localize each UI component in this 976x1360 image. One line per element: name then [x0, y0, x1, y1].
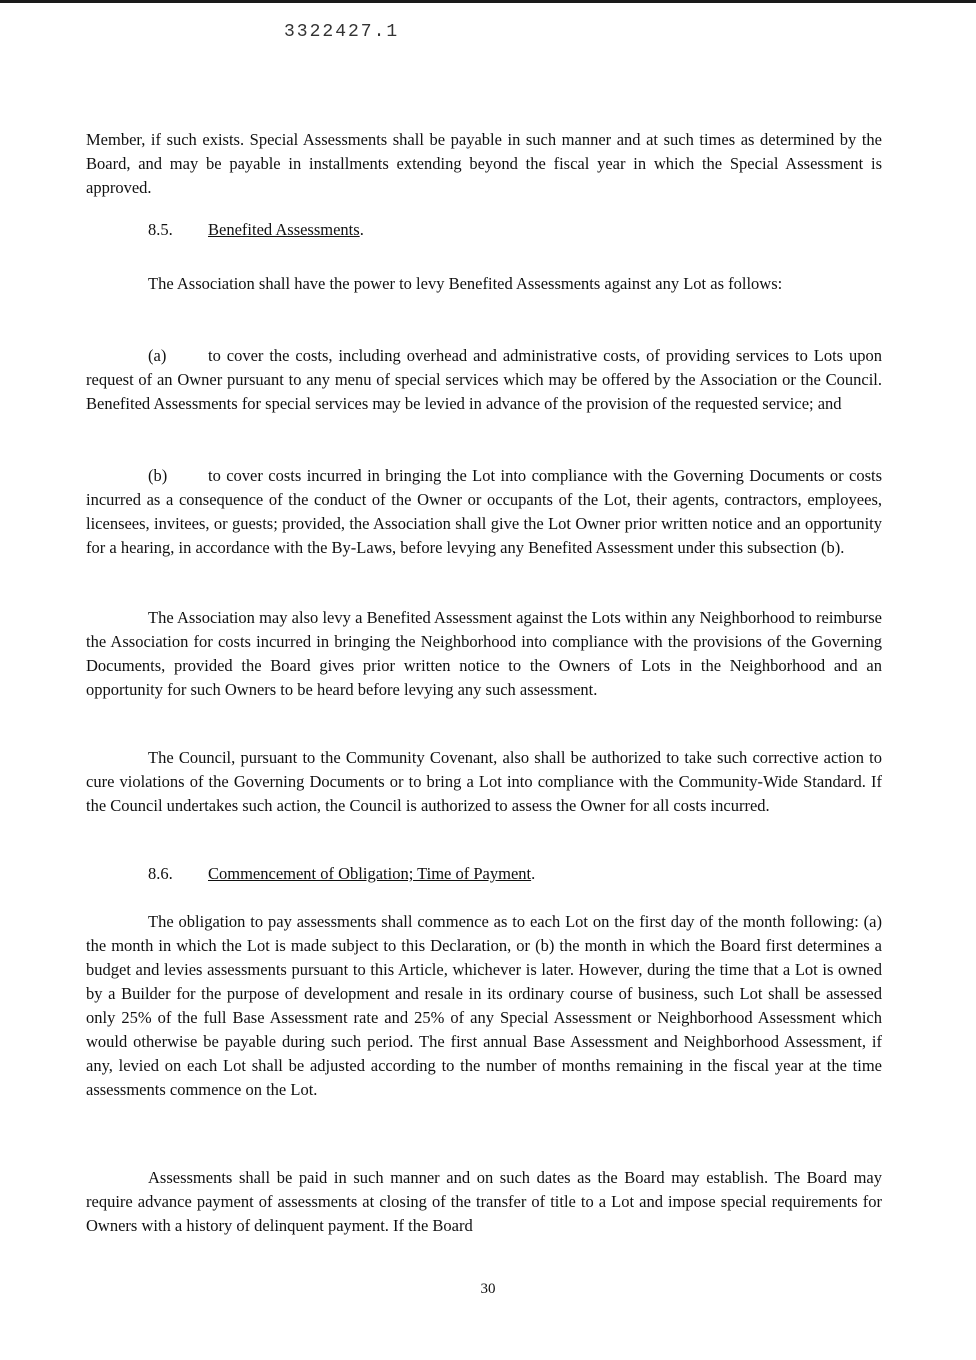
section-title: Commencement of Obligation; Time of Payment: [208, 864, 532, 883]
paragraph-text: The obligation to pay assessments shall commence as to each Lot on the first day of the month following: (a) the month in which the Lot is made subject to this Declaration, or (b) the month in which the Board first determines a budget and levies assessments pursuant to this Article, whichever is later. However, during the time that a Lot is owned by a Builder for the purpose of development and resale in its ordinary course of business, such Lot shall be assessed only 25% of the full Base Assessment rate and 25% of any Special Assessment or Neighborhood Assessment which would otherwise be payable during such period. The first annual Base Assessment and Neighborhood Assessment, if any, levied on each Lot shall be adjusted according to the number of months remaining in the fiscal year at the time assessments commence on the Lot.: [86, 912, 882, 1099]
benefited-intro-paragraph: [86, 272, 882, 296]
section-number: 8.6.: [148, 864, 173, 883]
section-heading-8-6: 8.6. Commencement of Obligation; Time of Payment.: [148, 862, 848, 886]
section-title: Benefited Assessments: [208, 220, 360, 239]
subsection-a: [86, 344, 882, 416]
neighborhood-assessment-paragraph: [86, 606, 882, 702]
section-number: 8.5.: [148, 220, 173, 239]
paragraph-text: The Association may also levy a Benefited Assessment against the Lots within any Neighborhood to reimburse the Association for costs incurred in bringing the Neighborhood into compliance with the provisions of the Governing Documents, provided the Board gives prior written notice to the Owners of Lots in the Neighborhood and an opportunity for such Owners to be heard before levying any such assessment.: [86, 608, 882, 699]
subsection-b: [86, 464, 882, 560]
subsection-text: to cover costs incurred in bringing the Lot into compliance with the Governing Documents or costs incurred as a consequence of the conduct of the Owner or occupants of the Lot, their agents, contractors, employees, licensees, invitees, or guests; provided, the Association shall give the Lot Owner prior written notice and an opportunity for a hearing, in accordance with the By-Laws, before levying any Benefited Assessment under this subsection (b).: [86, 466, 882, 557]
paragraph-text: The Association shall have the power to levy Benefited Assessments against any Lot as follows:: [148, 274, 783, 293]
subsection-label: (a): [148, 346, 167, 365]
scan-top-edge: [0, 0, 976, 3]
payment-paragraph: [86, 1166, 882, 1238]
paragraph-text: Member, if such exists. Special Assessments shall be payable in such manner and at such times as determined by the Board, and may be payable in installments extending beyond the fiscal year in which the Special Assessment is approved.: [86, 130, 882, 197]
council-paragraph: [86, 746, 882, 818]
page-number: 30: [480, 1281, 496, 1297]
obligation-paragraph: [86, 910, 882, 1102]
section-heading-8-5: 8.5. Benefited Assessments.: [148, 218, 848, 242]
paragraph-text: Assessments shall be paid in such manner and on such dates as the Board may establish. The Board may require advance payment of assessments at closing of the transfer of title to a Lot and impose special requirements for Owners with a history of delinquent payment. If the Board: [86, 1168, 882, 1235]
paragraph-text: The Council, pursuant to the Community Covenant, also shall be authorized to take such corrective action to cure violations of the Governing Documents or to bring a Lot into compliance with the Community-Wide Standard. If the Council undertakes such action, the Council is authorized to assess the Owner for all costs incurred.: [86, 748, 882, 815]
subsection-label: (b): [148, 466, 168, 485]
subsection-text: to cover the costs, including overhead and administrative costs, of providing services to Lots upon request of an Owner pursuant to any menu of special services which may be offered by the Association or the Council. Benefited Assessments for special services may be levied in advance of the provision of the requested service; and: [86, 346, 882, 413]
document-id-stamp: 3322427.1: [284, 22, 400, 42]
continuation-paragraph: [86, 128, 882, 200]
